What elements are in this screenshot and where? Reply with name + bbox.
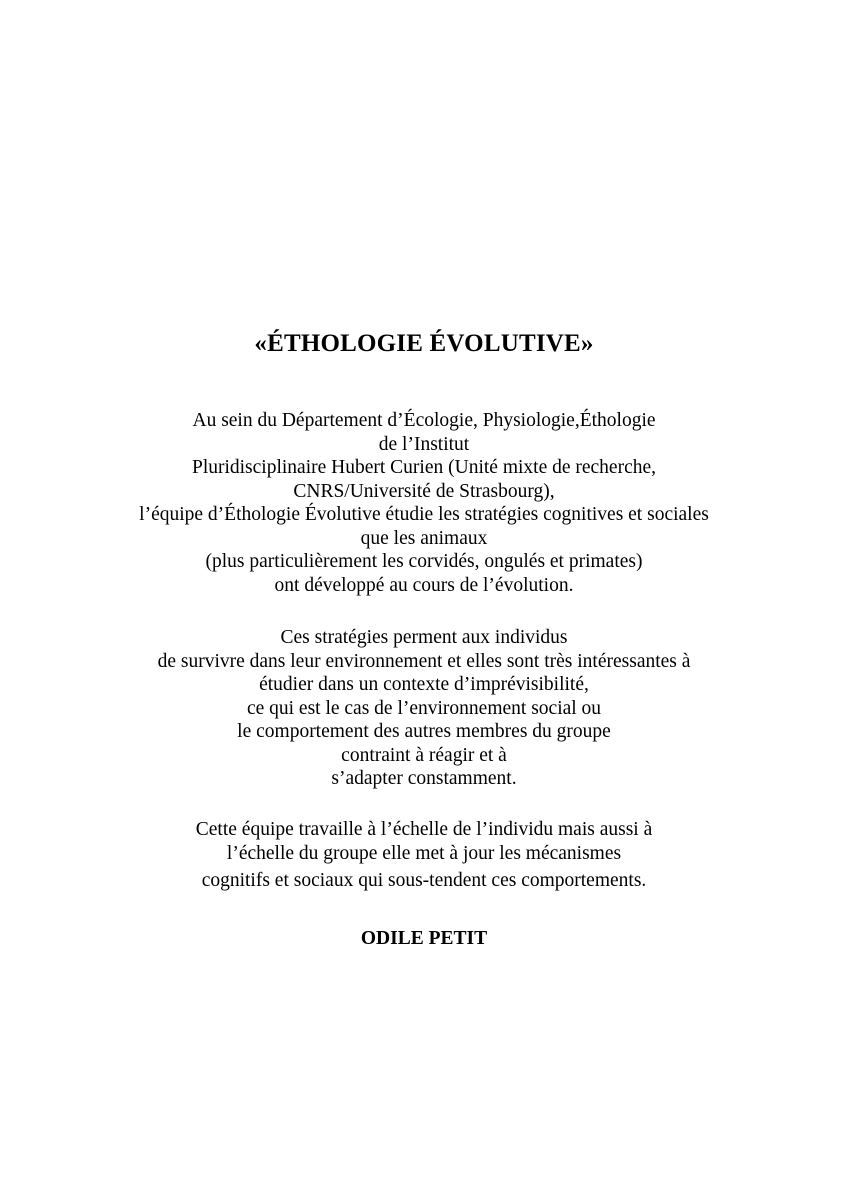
paragraph-line: s’adapter constamment.	[331, 768, 517, 789]
paragraph-line: que les animaux	[360, 527, 488, 549]
paragraph-line: de l’Institut	[378, 433, 470, 455]
paragraph-line: cognitifs et sociaux qui sous-tendent ces comportements.	[201, 870, 647, 891]
paragraph-line: Cette équipe travaille à l’échelle de l’individu mais aussi à	[195, 819, 653, 840]
paragraph-line: contraint à réagir et à	[341, 744, 507, 766]
document-title: «ÉTHOLOGIE ÉVOLUTIVE»	[254, 330, 594, 357]
paragraph-team	[0, 818, 848, 893]
paragraph-line: l’échelle du groupe elle met à jour les mécanismes	[226, 842, 622, 864]
paragraph-line: CNRS/Université de Strasbourg),	[293, 480, 555, 502]
paragraph-line: l’équipe d’Éthologie Évolutive étudie les stratégies cognitives et sociales	[139, 504, 709, 525]
paragraph-strategies	[0, 626, 848, 791]
paragraph-introduction	[0, 409, 848, 597]
paragraph-line: ont développé au cours de l’évolution.	[274, 574, 574, 596]
paragraph-line: Ces stratégies perment aux individus	[280, 627, 568, 648]
paragraph-line: Pluridisciplinaire Hubert Curien (Unité mixte de recherche,	[191, 457, 657, 478]
paragraph-line: de survivre dans leur environnement et elles sont très intéressantes à	[157, 650, 691, 672]
paragraph-line: étudier dans un contexte d’imprévisibilité,	[259, 674, 589, 695]
paragraph-line: Au sein du Département d’Écologie, Physiologie,Éthologie	[192, 410, 656, 431]
paragraph-line: (plus particulièrement les corvidés, ongulés et primates)	[205, 551, 643, 572]
paragraph-line: ce qui est le cas de l’environnement social ou	[246, 697, 602, 719]
author-name: ODILE PETIT	[360, 928, 488, 949]
paragraph-line: le comportement des autres membres du groupe	[237, 721, 611, 742]
